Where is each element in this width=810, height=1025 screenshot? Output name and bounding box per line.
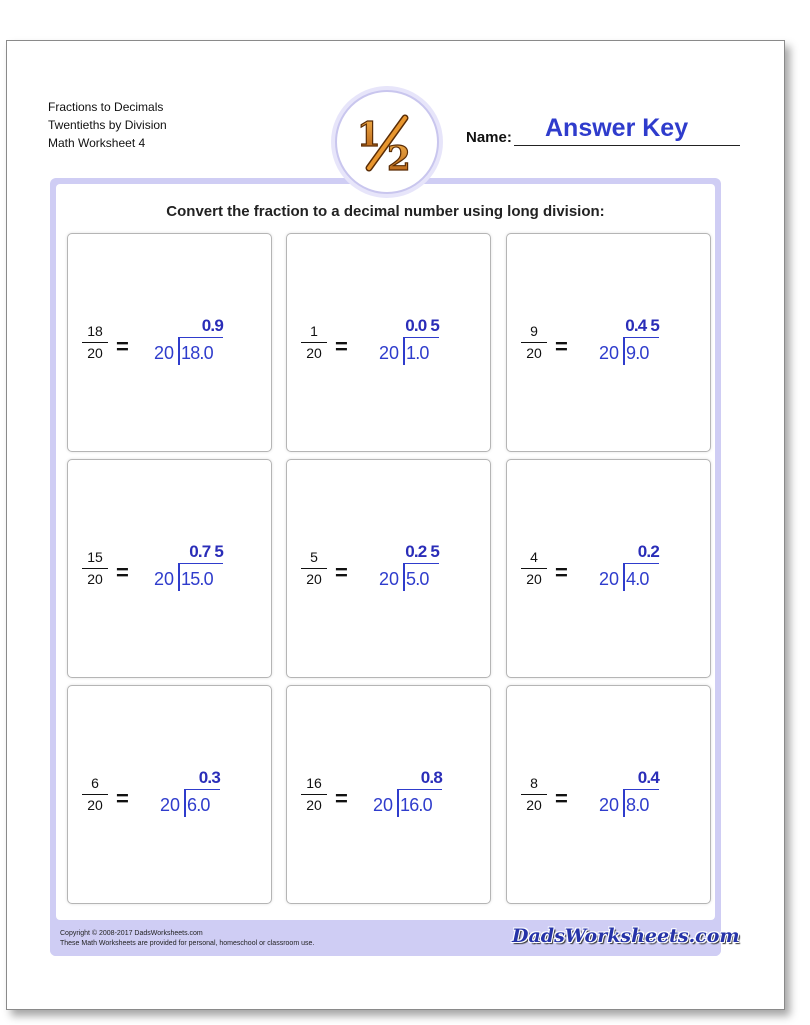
- quotient-answer: 0.0 5: [405, 316, 439, 335]
- fraction-denominator: 20: [87, 797, 103, 813]
- division-bracket: [178, 337, 180, 365]
- fraction-bar: [82, 568, 108, 569]
- fraction-bar: [82, 342, 108, 343]
- equals-sign: =: [555, 334, 568, 359]
- worksheet-title-block: [48, 98, 167, 152]
- title-line-2: Twentieths by Division: [48, 118, 167, 132]
- equals-sign: =: [555, 560, 568, 585]
- name-underline: [514, 145, 740, 146]
- fraction-numerator: 15: [87, 549, 103, 565]
- division-bracket: [178, 563, 180, 591]
- fraction-numerator: 8: [530, 775, 538, 791]
- fraction-numerator: 4: [530, 549, 538, 565]
- problem-cell: [506, 685, 711, 904]
- equals-sign: =: [335, 334, 348, 359]
- divisor: 20: [372, 795, 393, 815]
- fraction-denominator: 20: [87, 345, 103, 361]
- fraction-denominator: 20: [526, 345, 542, 361]
- fraction-denominator: 20: [306, 571, 322, 587]
- copyright-line: Copyright © 2008-2017 DadsWorksheets.com: [60, 930, 203, 937]
- divisor: 20: [153, 569, 174, 589]
- divisor: 20: [159, 795, 180, 815]
- equals-sign: =: [116, 786, 129, 811]
- quotient-answer: 0.3: [198, 768, 220, 787]
- fraction: [521, 323, 547, 362]
- divisor: 20: [378, 343, 399, 363]
- one-half-logo-icon: [335, 90, 439, 194]
- division-bracket: [623, 789, 625, 817]
- division-bracket: [403, 563, 405, 591]
- divisor: 20: [598, 569, 619, 589]
- equals-sign: =: [555, 786, 568, 811]
- equals-sign: =: [335, 560, 348, 585]
- fraction: [301, 323, 327, 362]
- fraction: [521, 775, 547, 814]
- dividend: 1.0: [406, 343, 429, 363]
- instructions: Convert the fraction to a decimal number using long division:: [166, 203, 605, 220]
- division-overline: [184, 789, 220, 790]
- fraction-bar: [301, 794, 327, 795]
- division-bracket: [623, 563, 625, 591]
- fraction: [82, 549, 108, 588]
- dividend: 16.0: [400, 795, 432, 815]
- fraction-bar: [521, 342, 547, 343]
- equals-sign: =: [335, 786, 348, 811]
- division-overline: [623, 789, 659, 790]
- divisor: 20: [598, 795, 619, 815]
- division-overline: [178, 337, 223, 338]
- equals-sign: =: [116, 560, 129, 585]
- quotient-answer: 0.4 5: [625, 316, 659, 335]
- problem-cell: [286, 233, 491, 452]
- fraction-numerator: 1: [310, 323, 318, 339]
- dividend: 8.0: [626, 795, 649, 815]
- fraction: [301, 775, 327, 814]
- fraction-denominator: 20: [306, 797, 322, 813]
- fraction-numerator: 5: [310, 549, 318, 565]
- fraction-denominator: 20: [526, 571, 542, 587]
- division-bracket: [397, 789, 399, 817]
- fraction-denominator: 20: [87, 571, 103, 587]
- answer-key-label: Answer Key: [545, 114, 689, 142]
- fraction-denominator: 20: [526, 797, 542, 813]
- dividend: 5.0: [406, 569, 429, 589]
- problem-cell: [286, 459, 491, 678]
- fraction-numerator: 16: [306, 775, 322, 791]
- dividend: 18.0: [181, 343, 213, 363]
- equals-sign: =: [116, 334, 129, 359]
- dividend: 6.0: [187, 795, 210, 815]
- problem-cell: [67, 459, 272, 678]
- fraction-bar: [521, 568, 547, 569]
- fraction: [82, 323, 108, 362]
- fraction: [301, 549, 327, 588]
- title-line-1: Fractions to Decimals: [48, 100, 164, 114]
- fraction-numerator: 18: [87, 323, 103, 339]
- usage-line: These Math Worksheets are provided for personal, homeschool or classroom use.: [60, 940, 315, 947]
- dividend: 9.0: [626, 343, 649, 363]
- division-overline: [403, 563, 439, 564]
- problem-cell: [67, 233, 272, 452]
- problem-cell: [67, 685, 272, 904]
- fraction-denominator: 20: [306, 345, 322, 361]
- problem-cell: [506, 233, 711, 452]
- fraction: [521, 549, 547, 588]
- quotient-answer: 0.8: [420, 768, 442, 787]
- fraction-bar: [82, 794, 108, 795]
- quotient-answer: 0.7 5: [189, 542, 223, 561]
- dadsworksheets-logo: DadsWorksheets.com: [512, 925, 740, 947]
- division-overline: [403, 337, 439, 338]
- fraction-bar: [521, 794, 547, 795]
- fraction-numerator: 9: [530, 323, 538, 339]
- division-overline: [178, 563, 223, 564]
- dividend: 4.0: [626, 569, 649, 589]
- copyright-notice: [60, 929, 314, 949]
- division-overline: [623, 563, 659, 564]
- fraction: [82, 775, 108, 814]
- fraction-numerator: 6: [91, 775, 99, 791]
- division-bracket: [184, 789, 186, 817]
- division-bracket: [403, 337, 405, 365]
- problem-cell: [286, 685, 491, 904]
- quotient-answer: 0.9: [201, 316, 223, 335]
- dividend: 15.0: [181, 569, 213, 589]
- division-bracket: [623, 337, 625, 365]
- name-label: Name:: [466, 129, 512, 146]
- division-overline: [397, 789, 442, 790]
- svg-text:2: 2: [387, 139, 411, 178]
- fraction-bar: [301, 568, 327, 569]
- divisor: 20: [153, 343, 174, 363]
- quotient-answer: 0.2: [637, 542, 659, 561]
- division-overline: [623, 337, 659, 338]
- divisor: 20: [598, 343, 619, 363]
- title-line-3: Math Worksheet 4: [48, 136, 146, 150]
- quotient-answer: 0.4: [637, 768, 659, 787]
- fraction-bar: [301, 342, 327, 343]
- divisor: 20: [378, 569, 399, 589]
- svg-text:1: 1: [357, 115, 381, 155]
- problem-cell: [506, 459, 711, 678]
- quotient-answer: 0.2 5: [405, 542, 439, 561]
